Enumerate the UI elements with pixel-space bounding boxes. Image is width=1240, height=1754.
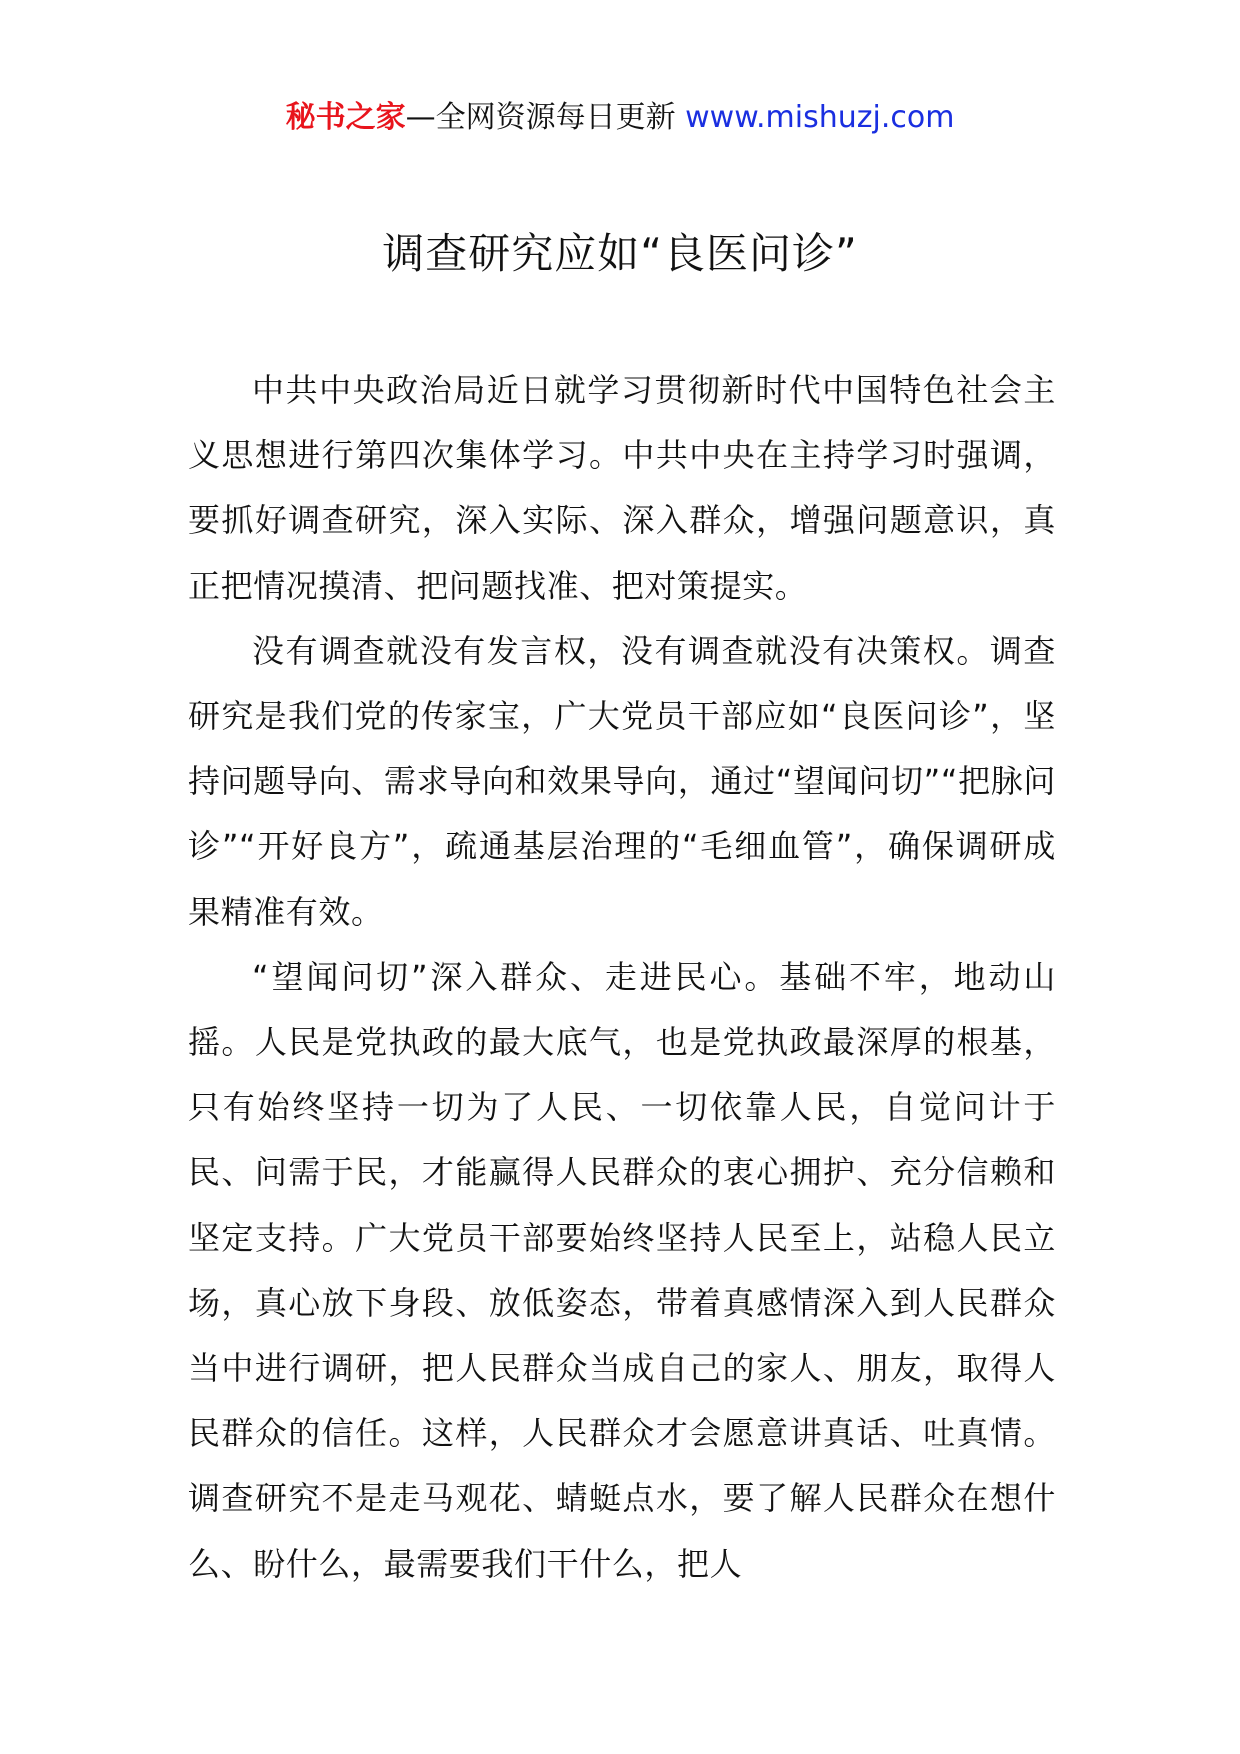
site-brand: 秘书之家	[285, 100, 406, 135]
article-title: 调查研究应如“良医问诊”	[382, 229, 858, 278]
paragraph: 没有调查就没有发言权，没有调查就没有决策权。调查研究是我们党的传家宝，广大党员干部应如“良医问诊”，坚持问题导向、需求导向和效果导向，通过“望闻问切”“把脉问诊”“开好良方”，疏通基层治理的“毛细血管”，确保调研成果精准有效。	[188, 631, 1056, 931]
article-body	[188, 358, 1056, 1597]
site-header	[0, 98, 1240, 138]
paragraph: 中共中央政治局近日就学习贯彻新时代中国特色社会主义思想进行第四次集体学习。中共中央在主持学习时强调，要抓好调查研究，深入实际、深入群众，增强问题意识，真正把情况摸清、把问题找准、把对策提实。	[188, 371, 1056, 605]
site-tagline: —全网资源每日更新	[405, 100, 686, 135]
site-url-link[interactable]: www.mishuzj.com	[685, 100, 955, 135]
paragraph: “望闻问切”深入群众、走进民心。基础不牢，地动山摇。人民是党执政的最大底气，也是党执政最深厚的根基，只有始终坚持一切为了人民、一切依靠人民，自觉问计于民、问需于民，才能赢得人民群众的衷心拥护、充分信赖和坚定支持。广大党员干部要始终坚持人民至上，站稳人民立场，真心放下身段、放低姿态，带着真感情深入到人民群众当中进行调研，把人民群众当成自己的家人、朋友，取得人民群众的信任。这样，人民群众才会愿意讲真话、吐真情。调查研究不是走马观花、蜻蜓点水，要了解人民群众在想什么、盼什么，最需要我们干什么，把人	[188, 957, 1056, 1583]
